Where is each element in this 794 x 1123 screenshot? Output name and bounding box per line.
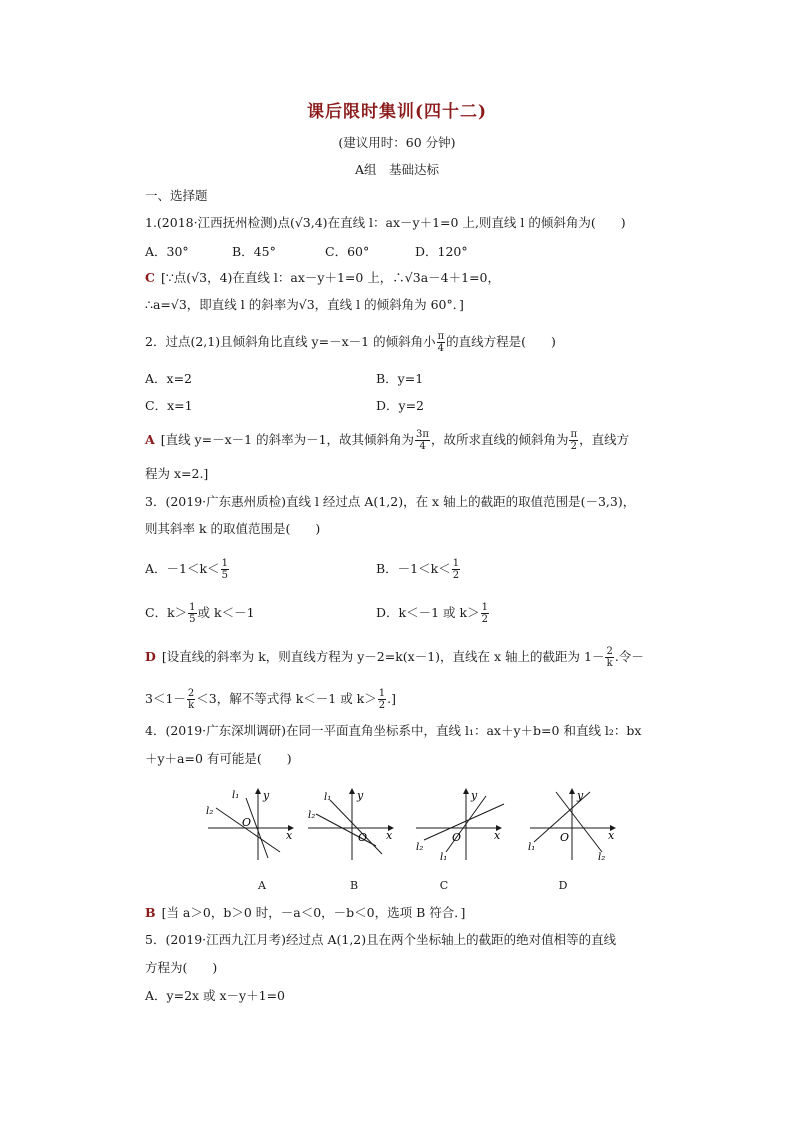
- q3-answer-text-b: .令－: [614, 649, 644, 664]
- q2-stem-text-a: 2．过点(2,1)且倾斜角比直线 y=－x－1 的倾斜角小: [145, 334, 436, 349]
- axis-y-label: y: [263, 789, 270, 802]
- q3-ans-l2-b: ＜3，解不等式得 k＜－1 或 k＞: [196, 691, 377, 706]
- q2-option-c: C．x=1: [145, 398, 193, 413]
- q3-answer-fraction-1: [605, 646, 613, 669]
- q3-opt-c-text: C．k＞: [145, 605, 188, 620]
- q3-opt-a-num: 1: [221, 558, 228, 569]
- q3-ans-l2-num2: 1: [378, 688, 386, 699]
- q3-option-d: [376, 602, 490, 625]
- time-note: (建议用时：60 分钟): [338, 135, 456, 150]
- q3-ans-f-den: k: [606, 658, 613, 669]
- q2-stem-frac-num: π: [437, 331, 445, 342]
- q4-graph-a: [200, 786, 296, 862]
- q3-answer-line-2: [145, 688, 396, 711]
- q2-answer-fraction-2: [569, 429, 578, 452]
- q2-stem-frac-den: 4: [437, 343, 445, 354]
- q3-opt-d-fraction: [481, 602, 489, 625]
- q3-opt-b-den: 2: [452, 570, 460, 581]
- q4-graph-c: [410, 786, 506, 862]
- q1-option-c: C．60°: [325, 244, 370, 259]
- q2-ans-f1-den: 4: [419, 441, 426, 452]
- q3-opt-c-den: 5: [189, 614, 196, 625]
- q4-graph-b: [302, 786, 398, 862]
- q2-answer-line-2: 程为 x=2.]: [145, 466, 209, 481]
- section-heading: 一、选择题: [145, 188, 208, 203]
- q5-option-a: A．y=2x 或 x－y＋1=0: [145, 988, 286, 1003]
- q3-ans-f-num: 2: [606, 646, 613, 657]
- q1-stem: 1.(2018·江西抚州检测)点(√3,4)在直线 l：ax－y＋1=0 上,则直线 l 的倾斜角为( ): [145, 215, 626, 230]
- q2-answer-text-a: [直线 y=－x－1 的斜率为－1，故其倾斜角为: [160, 432, 415, 447]
- q4-graph-d: [520, 786, 616, 862]
- q3-ans-l2-a: 3＜1－: [145, 691, 186, 706]
- q3-answer-text-a: [设直线的斜率为 k，则直线方程为 y－2=k(x－1)，直线在 x 轴上的截距为 1－: [161, 649, 605, 664]
- q3-opt-b-fraction: [452, 558, 460, 581]
- q2-ans-f2-num: π: [570, 429, 578, 440]
- q3-opt-b-text: B．－1＜k＜: [376, 561, 451, 576]
- line-l1-label: l₁: [232, 790, 240, 801]
- q2-answer-letter: A: [145, 432, 155, 447]
- axis-x-label: x: [608, 829, 615, 842]
- q3-answer-fraction-3: [378, 688, 386, 711]
- q1-option-b: B．45°: [232, 244, 276, 259]
- line-l1-label: l₁: [528, 842, 536, 853]
- q2-option-a: A．x=2: [145, 371, 193, 386]
- q1-option-a: A．30°: [145, 244, 189, 259]
- q3-opt-c-num: 1: [189, 602, 196, 613]
- q2-stem-text-b: 的直线方程是( ): [446, 334, 556, 349]
- axis-y-label: y: [577, 789, 584, 802]
- q3-opt-d-num: 1: [481, 602, 488, 613]
- line-l2-label: l₂: [206, 806, 214, 817]
- q3-answer-line-1: [145, 646, 644, 669]
- q4-graph-a-label: A: [258, 879, 266, 892]
- q2-option-d: D．y=2: [376, 398, 425, 413]
- q3-opt-a-text: A．－1＜k＜: [145, 561, 220, 576]
- q5-stem-line-1: 5．(2019·江西九江月考)经过点 A(1,2)且在两个坐标轴上的截距的绝对值相等的直线: [145, 932, 617, 947]
- axis-x-label: x: [494, 829, 501, 842]
- q3-opt-c-post: 或 k＜－1: [197, 605, 255, 620]
- axis-x-label: x: [386, 829, 393, 842]
- q2-answer-text-b: ，故所求直线的倾斜角为: [430, 432, 569, 447]
- q2-stem: [145, 331, 556, 354]
- origin-label: O: [242, 816, 252, 829]
- q3-answer-letter: D: [145, 649, 156, 664]
- q3-stem-line-2: 则其斜率 k 的取值范围是( ): [145, 521, 321, 536]
- q2-answer-line-1: [145, 429, 629, 452]
- q3-ans-l2-c: .]: [387, 691, 396, 706]
- q2-answer-fraction-1: [415, 429, 430, 452]
- origin-label: O: [452, 831, 462, 844]
- q2-option-b: B．y=1: [376, 371, 424, 386]
- q3-answer-fraction-2: [187, 688, 195, 711]
- q3-ans-l2-num: 2: [187, 688, 195, 699]
- q3-option-c: [145, 602, 255, 625]
- axis-y-label: y: [357, 789, 364, 802]
- q3-option-a: [145, 558, 230, 581]
- q3-opt-d-text: D．k＜－1 或 k＞: [376, 605, 480, 620]
- origin-label: O: [358, 831, 368, 844]
- q3-opt-c-fraction: [188, 602, 196, 625]
- line-l1-label: l₁: [440, 852, 448, 862]
- axis-y-label: y: [471, 789, 478, 802]
- axis-x-label: x: [286, 829, 293, 842]
- line-l2-label: l₂: [598, 852, 606, 862]
- q1-answer-letter: C: [145, 270, 155, 285]
- q3-opt-a-fraction: [221, 558, 229, 581]
- q3-opt-d-den: 2: [481, 614, 488, 625]
- group-heading: A组 基础达标: [354, 162, 440, 177]
- line-l2-label: l₂: [416, 842, 424, 853]
- line-l2-label: l₂: [308, 810, 316, 821]
- q4-stem-line-2: ＋y＋a=0 有可能是( ): [145, 751, 292, 766]
- page-title: 课后限时集训(四十二): [306, 102, 488, 122]
- q3-opt-b-num: 1: [452, 558, 460, 569]
- origin-label: O: [560, 831, 570, 844]
- q4-graph-c-label: C: [439, 879, 449, 892]
- q2-ans-f2-den: 2: [570, 441, 577, 452]
- q4-answer-line: [145, 905, 465, 921]
- q1-answer-text-1: [∵点(√3，4)在直线 l：ax－y＋1=0 上，∴√3a－4＋1=0，: [160, 270, 500, 285]
- q3-ans-l2-den2: 2: [378, 700, 386, 711]
- q3-ans-l2-den: k: [188, 700, 195, 711]
- q5-stem-line-2: 方程为( ): [145, 960, 218, 975]
- q1-option-d: D．120°: [415, 244, 468, 259]
- q2-stem-fraction: [437, 331, 446, 354]
- q1-answer-line-2: ∴a=√3，即直线 l 的斜率为√3，直线 l 的倾斜角为 60°．]: [145, 297, 464, 312]
- q4-graph-d-label: D: [558, 879, 568, 892]
- q3-option-b: [376, 558, 461, 581]
- q3-opt-a-den: 5: [221, 570, 228, 581]
- q2-answer-text-c: ，直线方: [579, 432, 630, 447]
- q4-stem-line-1: 4．(2019·广东深圳调研)在同一平面直角坐标系中，直线 l₁：ax＋y＋b=0 和直线 l₂：bx: [145, 723, 642, 738]
- q4-answer-text: [当 a＞0，b＞0 时，－a＜0，－b＜0，选项 B 符合．]: [161, 905, 466, 920]
- q4-graph-b-label: B: [349, 879, 359, 892]
- line-l1-label: l₁: [324, 792, 332, 803]
- q1-answer-line-1: [145, 270, 500, 286]
- q3-stem-line-1: 3．(2019·广东惠州质检)直线 l 经过点 A(1,2)，在 x 轴上的截距的取值范围是(－3,3)，: [145, 494, 636, 509]
- q2-ans-f1-num: 3π: [416, 429, 429, 440]
- q4-answer-letter: B: [145, 905, 156, 920]
